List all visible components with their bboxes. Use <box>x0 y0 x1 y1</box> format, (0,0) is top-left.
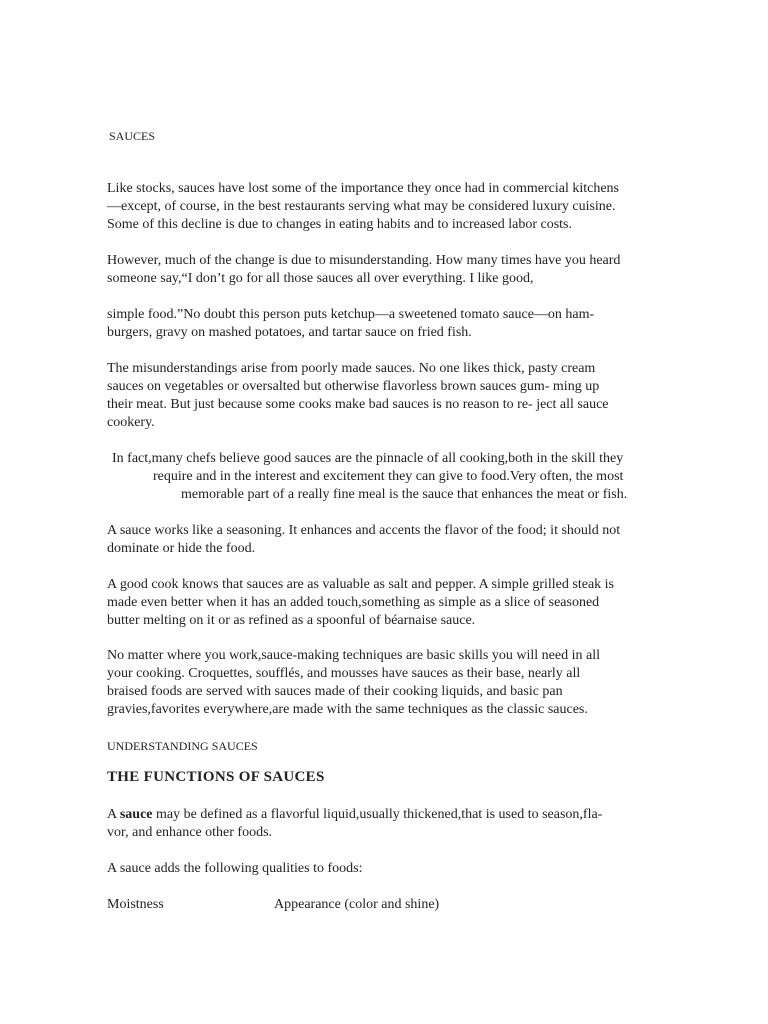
paragraph-line: A sauce works like a seasoning. It enhances and accents the flavor of the food; it should not <box>107 523 621 538</box>
definition-prefix: A <box>107 807 120 822</box>
paragraph-line: However, much of the change is due to misunderstanding. How many times have you heard <box>107 253 621 268</box>
paragraph-line: your cooking. Croquettes, soufflés, and mousses have sauces as their base, nearly all <box>107 666 581 681</box>
paragraph-line: No matter where you work,sauce-making techniques are basic skills you will need in all <box>107 648 600 663</box>
section-label: UNDERSTANDING SAUCES <box>107 739 258 753</box>
paragraph-line: —except, of course, in the best restaurants serving what may be considered luxury cuisine. <box>107 199 616 214</box>
quality-item: Moistness <box>107 897 164 912</box>
section-heading: THE FUNCTIONS OF SAUCES <box>107 769 325 785</box>
paragraph-line: vor, and enhance other foods. <box>107 825 273 840</box>
definition-text: may be defined as a flavorful liquid,usually thickened,that is used to season,fla- <box>152 807 603 822</box>
paragraph-line: A good cook knows that sauces are as valuable as salt and pepper. A simple grilled steak is <box>107 577 614 592</box>
definition-line <box>107 806 602 824</box>
paragraph-line: someone say,“I don’t go for all those sauces all over everything. I like good, <box>107 271 534 286</box>
paragraph-line: memorable part of a really fine meal is the sauce that enhances the meat or fish. <box>181 487 628 502</box>
quality-item: Appearance (color and shine) <box>274 897 440 912</box>
document-title: SAUCES <box>109 129 156 143</box>
paragraph-line: require and in the interest and excitement they can give to food.Very often, the most <box>153 469 624 484</box>
paragraph-line: In fact,many chefs believe good sauces are the pinnacle of all cooking,both in the skill they <box>112 451 624 466</box>
paragraph-line: dominate or hide the food. <box>107 541 256 556</box>
paragraph-line: Some of this decline is due to changes in eating habits and to increased labor costs. <box>107 217 572 232</box>
paragraph-line: cookery. <box>107 415 155 430</box>
paragraph-line: braised foods are served with sauces made of their cooking liquids, and basic pan <box>107 684 563 699</box>
paragraph-line: Like stocks, sauces have lost some of the importance they once had in commercial kitchens <box>107 181 620 196</box>
paragraph-line: sauces on vegetables or oversalted but otherwise flavorless brown sauces gum- ming up <box>107 379 600 394</box>
definition-term: sauce <box>119 807 153 822</box>
paragraph-line: butter melting on it or as refined as a spoonful of béarnaise sauce. <box>107 613 476 628</box>
paragraph-line: their meat. But just because some cooks make bad sauces is no reason to re- ject all sauce <box>107 397 609 412</box>
paragraph-line: simple food.”No doubt this person puts ketchup—a sweetened tomato sauce—on ham- <box>107 307 595 322</box>
paragraph-line: The misunderstandings arise from poorly made sauces. No one likes thick, pasty cream <box>107 361 596 376</box>
paragraph-line: gravies,favorites everywhere,are made with the same techniques as the classic sauces. <box>107 702 588 717</box>
qualities-intro: A sauce adds the following qualities to foods: <box>107 861 363 876</box>
paragraph-line: made even better when it has an added touch,something as simple as a slice of seasoned <box>107 595 600 610</box>
paragraph-line: burgers, gravy on mashed potatoes, and tartar sauce on fried fish. <box>107 325 472 340</box>
